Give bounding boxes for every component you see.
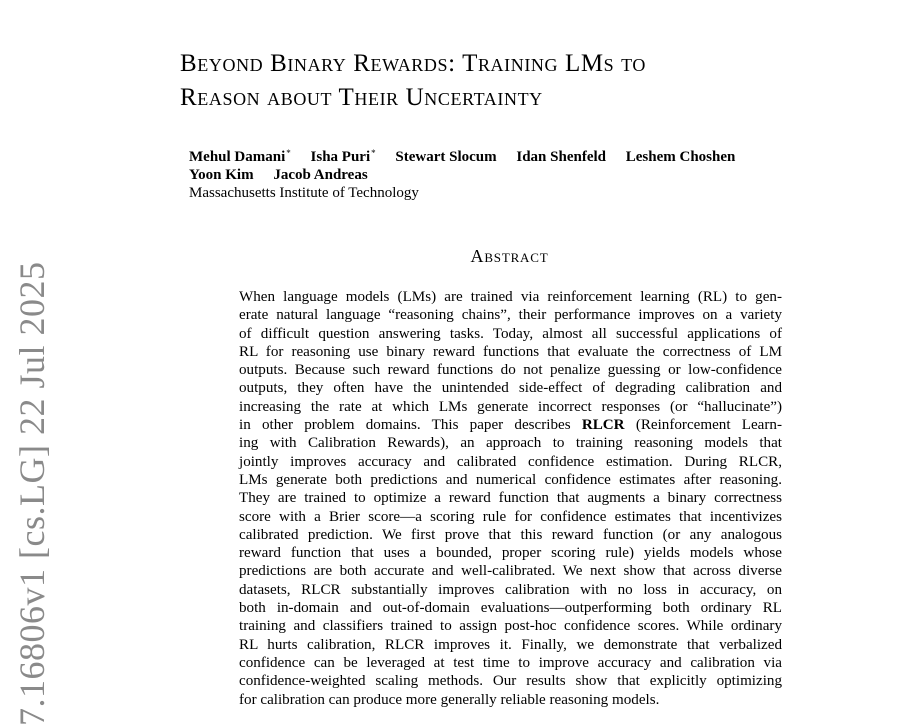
abstract-body [239,288,782,709]
abstract-heading: Abstract [470,246,549,266]
abstract-line: erate natural language “reasoning chains”, their performance improves on a variety [239,307,782,324]
author: Jacob Andreas [273,167,368,183]
abstract-line: for calibration can produce more generally reliable reasoning models. [239,691,660,708]
abstract-line: training and classifiers trained to assign post-hoc confidence scores. While ordinary [239,618,782,635]
author: Mehul Damani* [189,148,291,165]
author: Isha Puri* [310,148,376,165]
abstract-line: LMs generate both predictions and numerical confidence estimates after reasoning. [239,471,782,488]
title-line-2: Reason about Their Uncertainty [180,84,543,111]
author-block [189,144,829,202]
abstract-line: predictions are both accurate and well-calibrated. We next show that across diverse [239,563,782,580]
title-line-1: Beyond Binary Rewards: Training LMs to [180,50,647,77]
abstract-line: outputs, they often have the unintended side-effect of degrading calibration and [239,380,782,397]
abstract-line: jointly improves accuracy and calibrated confidence estimation. During RLCR, [239,453,782,470]
abstract-line: outputs. Because such reward functions do not penalize guessing or low-confidence [239,362,782,379]
abstract-line: ing with Calibration Rewards), an approach to training reasoning models that [239,435,782,452]
author: Idan Shenfeld [516,149,606,165]
affiliation: Massachusetts Institute of Technology [189,185,419,201]
abstract-line: confidence can be leveraged at test time to improve accuracy and calibration via [239,654,782,671]
author: Yoon Kim [189,167,254,183]
abstract-line: RL hurts calibration, RLCR improves it. Finally, we demonstrate that verbalized [239,636,782,653]
paper-title [180,47,860,115]
abstract-line: datasets, RLCR substantially improves calibration with no loss in accuracy, on [239,581,782,598]
abstract-line: of difficult question answering tasks. Today, almost all successful applications of [239,325,782,342]
abstract-line: both in-domain and out-of-domain evaluations—outperforming both ordinary RL [239,600,782,617]
abstract-line: reward function that uses a bounded, proper scoring rule) yields models whose [239,545,782,562]
abstract-line: increasing the rate at which LMs generate incorrect responses (or “hallucinate”) [239,398,782,415]
abstract-line: calibrated prediction. We first prove that this reward function (or any analogous [239,526,782,543]
author: Stewart Slocum [395,149,497,165]
author: Leshem Choshen [625,149,736,165]
arxiv-identifier-stamp: 7.16806v1 [cs.LG] 22 Jul 2025 [12,261,52,726]
abstract-line: They are trained to optimize a reward function that augments a binary correctness [239,490,782,507]
abstract-line: in other problem domains. This paper describes RLCR (Reinforcement Learn- [239,417,782,434]
abstract-line: score with a Brier score—a scoring rule for confidence estimates that incentivizes [239,508,782,525]
abstract-line: RL for reasoning use binary reward functions that evaluate the correctness of LM [239,343,782,360]
author-row-2 [189,166,829,184]
abstract-line: confidence-weighted scaling methods. Our results show that explicitly optimizing [239,673,782,690]
abstract-line: When language models (LMs) are trained via reinforcement learning (RL) to gen- [239,289,782,305]
author-row-1 [189,144,829,166]
